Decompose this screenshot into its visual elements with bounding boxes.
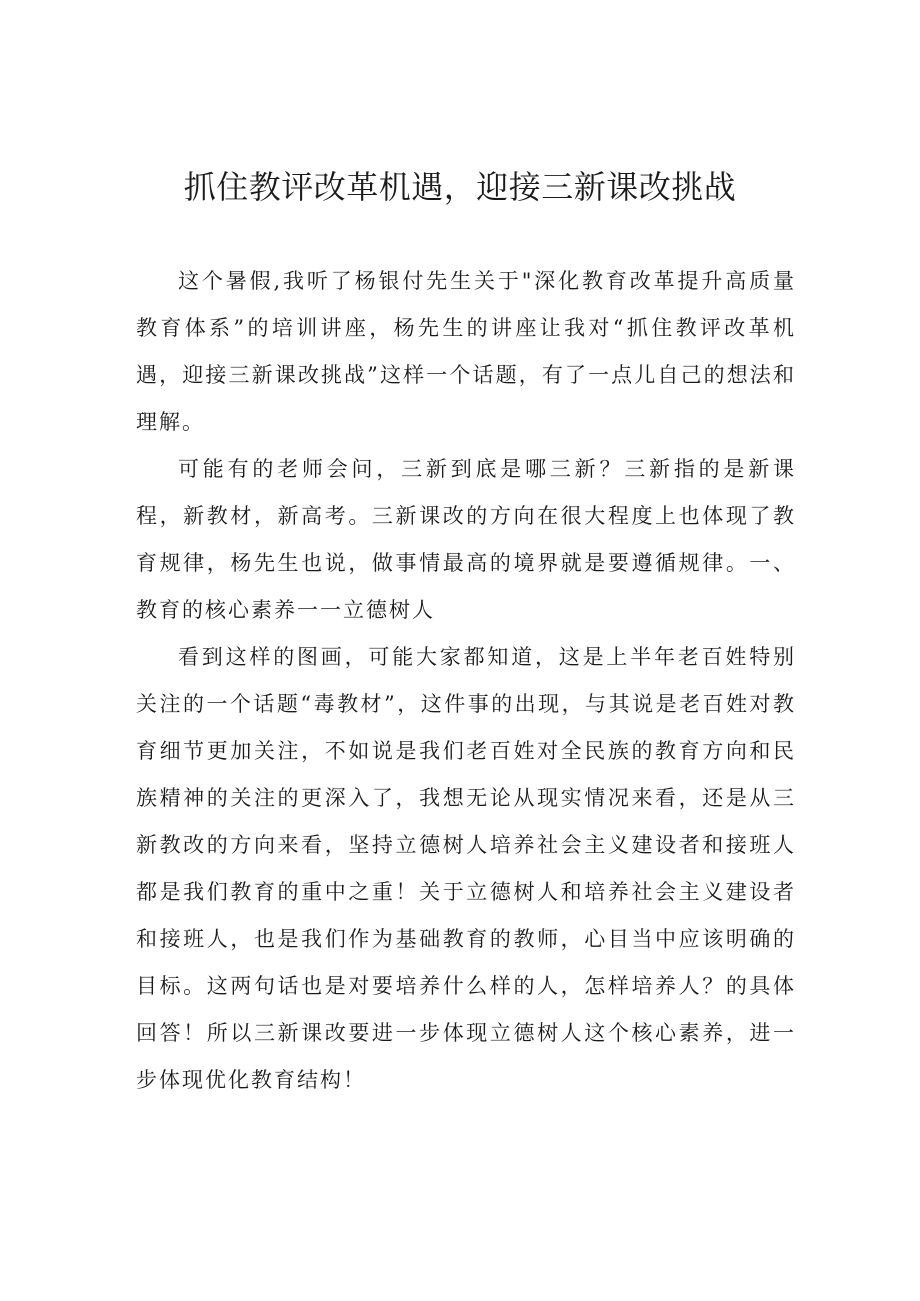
paragraph-1: 这个暑假,我听了杨银付先生关于"深化教育改革提升高质量教育体系”的培训讲座，杨先生的讲座让我对“抓住教评改革机遇，迎接三新课改挑战”这样一个话题，有了一点儿自己的想法和理解。: [136, 269, 796, 434]
document-body: [136, 258, 796, 1104]
paragraph-3: 看到这样的图画，可能大家都知道，这是上半年老百姓特别关注的一个话题“毒教材”，这件事的出现，与其说是老百姓对教育细节更加关注，不如说是我们老百姓对全民族的教育方向和民族精神的关注的更深入了，我想无论从现实情况来看，还是从三新教改的方向来看，坚持立德树人培养社会主义建设者和接班人都是我们教育的重中之重！关于立德树人和培养社会主义建设者和接班人，也是我们作为基础教育的教师，心目当中应该明确的目标。这两句话也是对要培养什么样的人，怎样培养人？的具体回答！所以三新课改要进一步体现立德树人这个核心素养，进一步体现优化教育结构！: [136, 645, 796, 1092]
paragraph-2: 可能有的老师会问，三新到底是哪三新？三新指的是新课程，新教材，新高考。三新课改的方向在很大程度上也体现了教育规律，杨先生也说，做事情最高的境界就是要遵循规律。一、教育的核心素养一一立德树人: [136, 457, 796, 622]
document-title: 抓住教评改革机遇，迎接三新课改挑战: [183, 168, 737, 206]
